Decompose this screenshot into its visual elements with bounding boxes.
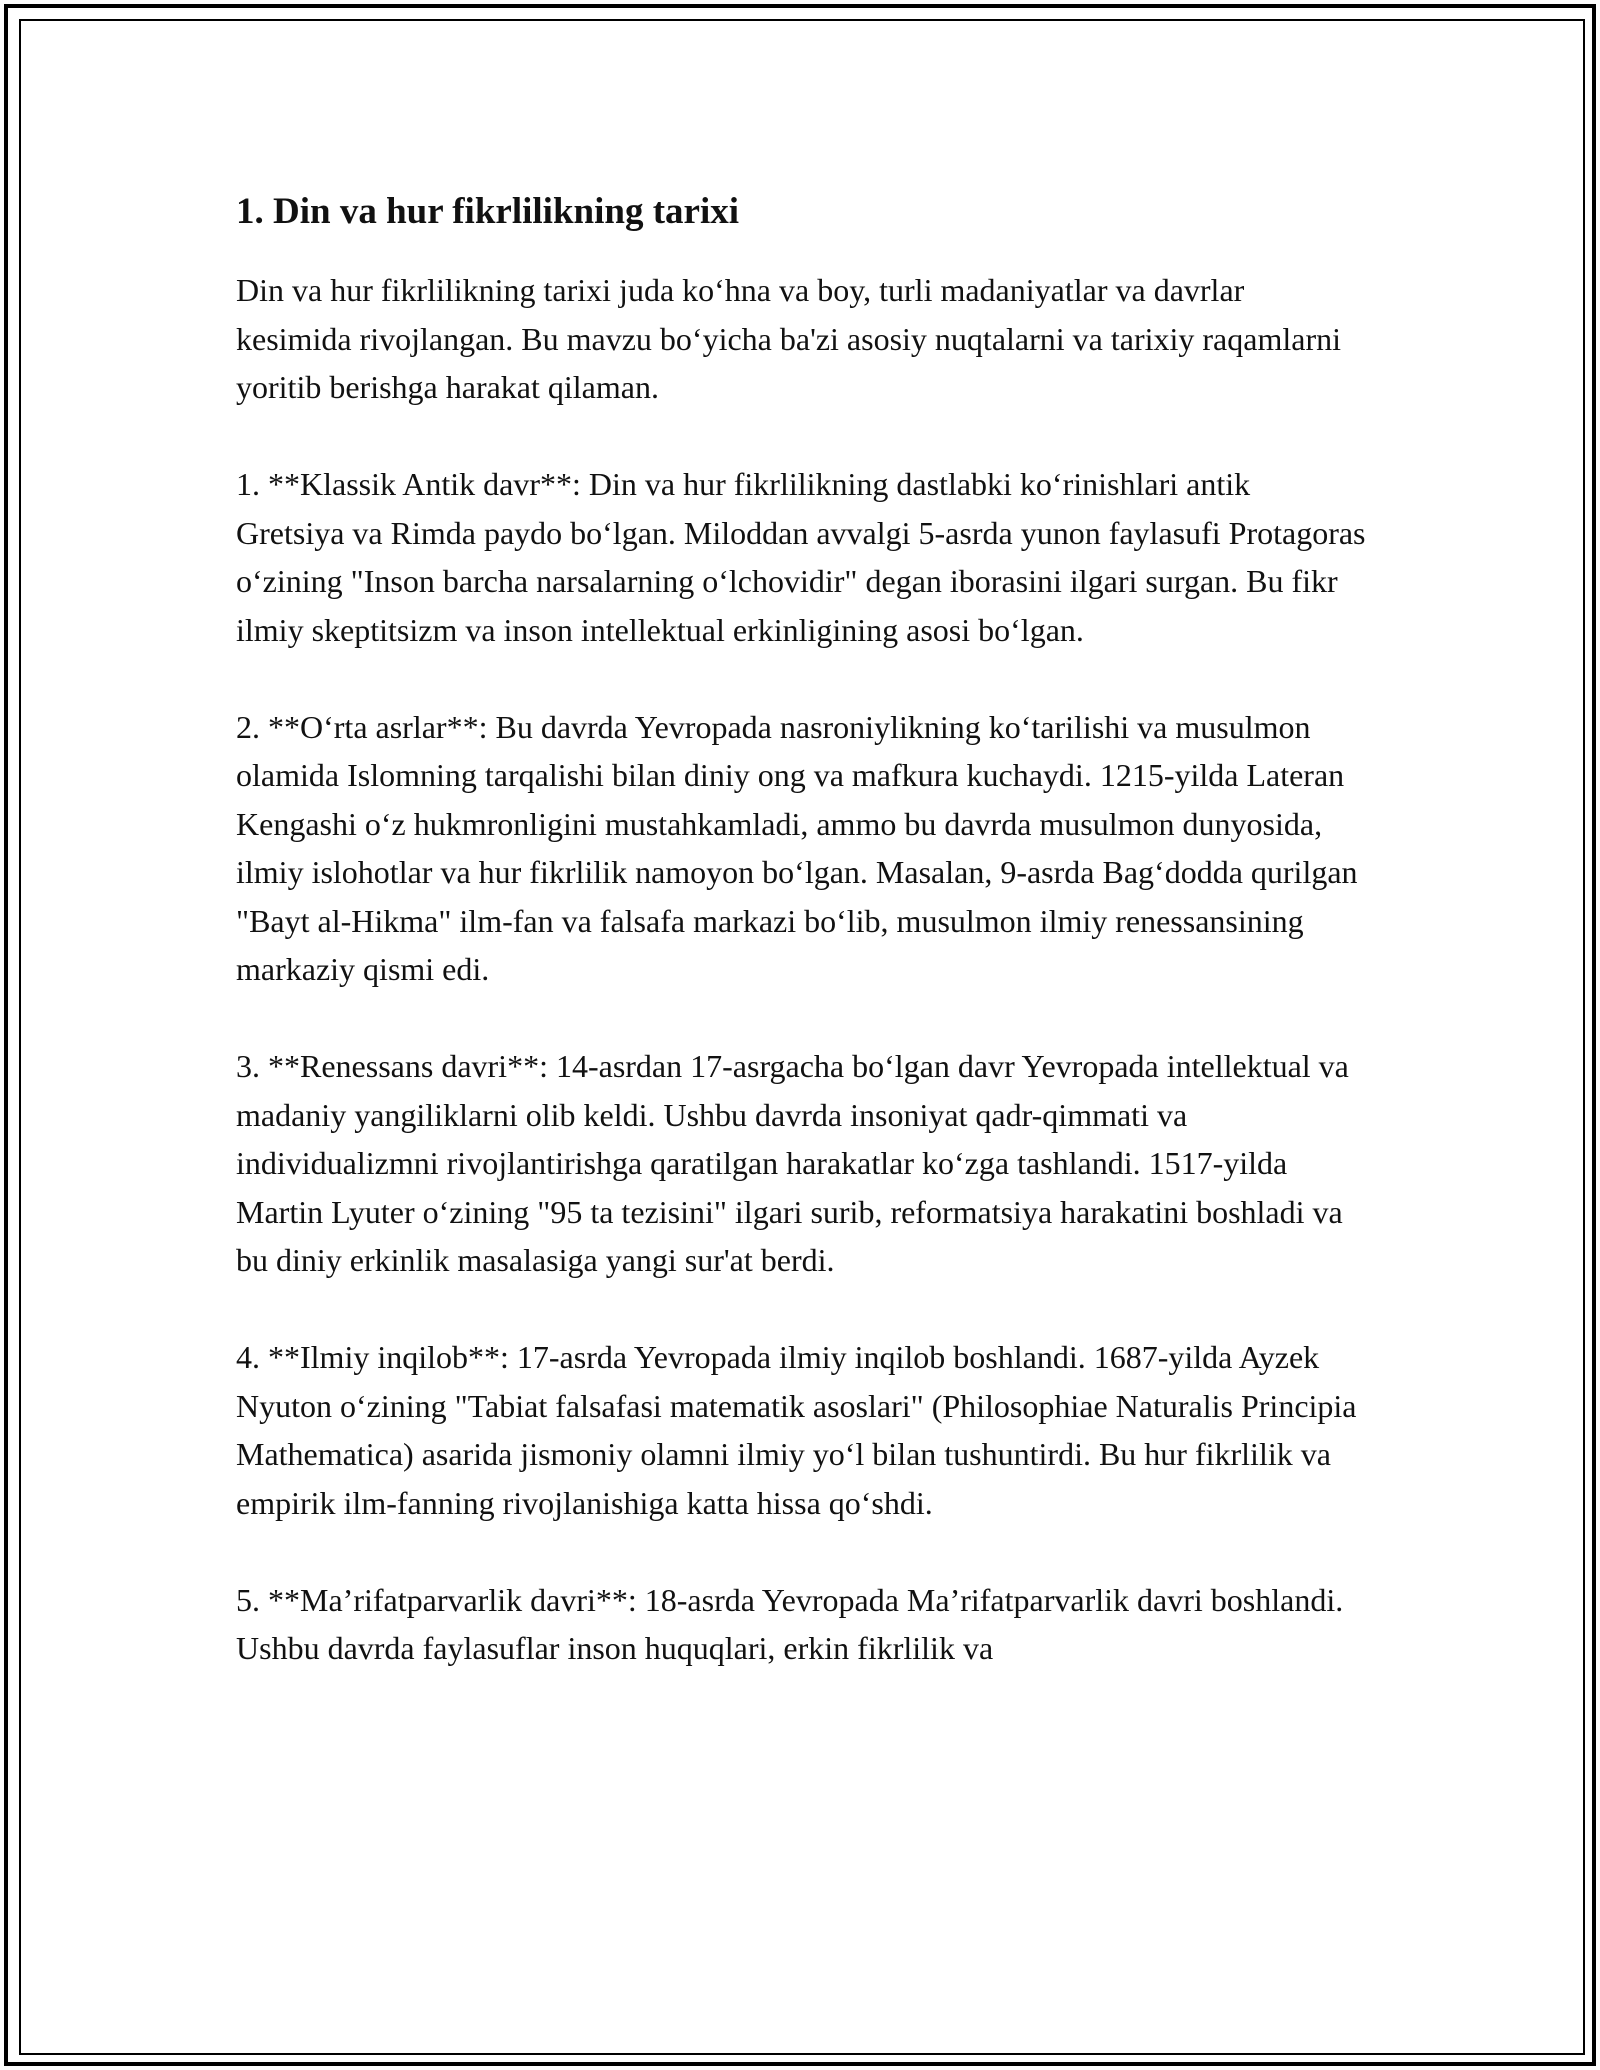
paragraph-enlightenment: 5. **Ma’rifatparvarlik davri**: 18-asrda Yevropada Ma’rifatparvarlik davri boshlandi. Ushbu davrda faylasuflar inson huquqlari, erkin fikrlilik va [236,1581,1344,1666]
paragraph-scientific-revolution: 4. **Ilmiy inqilob**: 17-asrda Yevropada ilmiy inqilob boshlandi. 1687-yilda Ayzek Nyuton o‘zining "Tabiat falsafasi matematik asoslari" (Philosophiae Naturalis Principia Mathematica) asarida jismoniy olamni ilmiy yo‘l bilan tushuntirdi. Bu hur fikrlilik va empirik ilm-fanning rivojlanishiga katta hissa qo‘shdi. [236,1339,1357,1521]
document-title: 1. Din va hur fikrlilikning tarixi [236,191,740,232]
paragraph-middle-ages: 2. **O‘rta asrlar**: Bu davrda Yevropada nasroniylikning ko‘tarilishi va musulmon olamida Islomning tarqalishi bilan diniy ong va mafkura kuchaydi. 1215-yilda Lateran Kengashi o‘z hukmronligini mustahkamladi, ammo bu davrda musulmon dunyosida, ilmiy islohotlar va hur fikrlilik namoyon bo‘lgan. Masalan, 9-asrda Bag‘dodda qurilgan "Bayt al-Hikma" ilm-fan va falsafa markazi bo‘lib, musulmon ilmiy renessansining markaziy qismi edi. [236,708,1358,987]
paragraph-intro: Din va hur fikrlilikning tarixi juda ko‘hna va boy, turli madaniyatlar va davrlar kesimida rivojlangan. Bu mavzu bo‘yicha ba'zi asosiy nuqtalarni va tarixiy raqamlarni yoritib berishga harakat qilaman. [236,272,1341,405]
document-body [236,188,1366,1721]
paragraph-classical-antiquity: 1. **Klassik Antik davr**: Din va hur fikrlilikning dastlabki ko‘rinishlari antik Gretsiya va Rimda paydo bo‘lgan. Miloddan avvalgi 5-asrda yunon faylasufi Protagoras o‘zining "Inson barcha narsalarning o‘lchovidir" degan iborasini ilgari surgan. Bu fikr ilmiy skeptitsizm va inson intellektual erkinligining asosi bo‘lgan. [236,466,1366,648]
paragraph-renaissance: 3. **Renessans davri**: 14-asrdan 17-asrgacha bo‘lgan davr Yevropada intellektual va madaniy yangiliklarni olib keldi. Ushbu davrda insoniyat qadr-qimmati va individualizmni rivojlantirishga qaratilgan harakatlar ko‘zga tashlandi. 1517-yilda Martin Lyuter o‘zining "95 ta tezisini" ilgari surib, reformatsiya harakatini boshladi va bu diniy erkinlik masalasiga yangi sur'at berdi. [236,1048,1349,1278]
